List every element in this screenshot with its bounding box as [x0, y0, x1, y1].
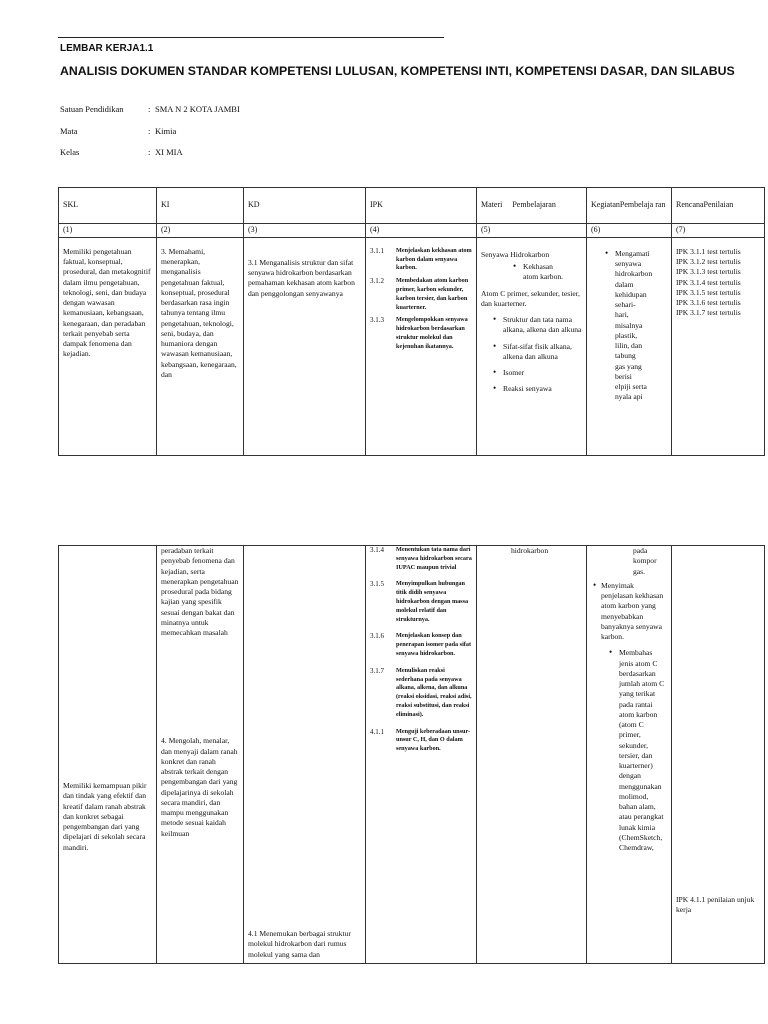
ipk-text: Mengelompokkan senyawa hidrokarbon berdasarkan struktur molekul dan kejenuhan ikatannya.	[396, 316, 468, 350]
penilaian-cell	[672, 237, 765, 455]
header-kd: KD	[244, 188, 366, 224]
ki-4: 4. Mengolah, menalar, dan menyaji dalam ranah konkret dan ranah abstrak terkait dengan pengembangan dari yang dipelajarinya di sekolah secara mandiri, dan mampu menggunakan metode sesuai kaidah keilmuan	[161, 736, 238, 838]
list-item: • Reaksi senyawa	[491, 384, 582, 394]
kegiatan-list	[603, 248, 653, 403]
header-skl: SKL	[59, 188, 157, 224]
col-number: (3)	[244, 224, 366, 238]
table-row	[59, 237, 765, 455]
ipk-text: Menentukan tata nama dari senyawa hidrokarbon secara IUPAC maupun trivial	[396, 546, 472, 571]
col-number: (5)	[477, 224, 587, 238]
ipk-item	[370, 277, 472, 312]
skl-cell: Memiliki pengetahuan faktual, konseptual, prosedural, dan metakognitif dalam ilmu pengetahuan, teknologi, seni, dan budaya dengan wawasan kemanusiaan, kebangsaan, kenegaraan, dan peradaban terkait penyebab serta dampak fenomena dan kejadian.	[59, 237, 157, 455]
analysis-table-page-2	[58, 545, 765, 964]
meta-label: Mata	[60, 126, 78, 136]
header-materi: Materi Pembelajaran	[477, 188, 587, 224]
meta-value: XI MIA	[155, 147, 183, 157]
list-item: • Sifat-sifat fisik alkana, alkena dan alkuna	[491, 342, 582, 363]
materi-atom: Atom C primer, sekunder, tesier, dan kuarterner.	[481, 288, 580, 308]
meta-separator: :	[148, 126, 151, 136]
list-item: • Mengamati senyawa hidrokarbon dalam kehidupan sehari-hari, misalnya plastik, lilin, dan tabung gas yang berisi elpiji serta nyala api	[603, 249, 647, 403]
penilaian-item: IPK 3.1.4 test tertulis	[676, 277, 741, 287]
list-item: • Membahas jenis atom C berdasarkan jumlah atom C yang terikat pada rantai atom karbon (atom C primer, sekunder, tersier, dan kuarterner) dengan menggunakan molimod, bahan alam, atau perangkat lunak kimia (ChemSketch, Chemdraw,	[607, 648, 665, 853]
penilaian-item: IPK 3.1.5 test tertulis	[676, 287, 741, 297]
ipk-text: Membedakan atom karbon primer, karbon sekunder, karbon tersier, dan karbon kuarterner.	[396, 277, 469, 311]
meta-label: Kelas	[60, 147, 80, 157]
ipk-code: 3.1.2	[370, 277, 384, 286]
header-rule	[58, 37, 444, 38]
ipk-code: 3.1.3	[370, 316, 384, 325]
col-number: (7)	[672, 224, 765, 238]
ipk-item	[370, 580, 472, 624]
list-item: • Kekhasan atom karbon.	[511, 262, 566, 283]
ki-cell	[157, 546, 244, 964]
header-row	[59, 188, 765, 224]
ipk-code: 3.1.4	[370, 546, 384, 554]
ipk-text: Menyimpulkan hubungan titik didih senyawa hidrokarbon dengan massa molekul relatif dan strukturnya.	[396, 580, 469, 623]
ipk-text: Menguji keberadaan unsur-unsur C, H, dan O dalam senyawa karbon.	[396, 727, 471, 753]
kd-cell: 4.1 Menemukan berbagai struktur molekul hidrokarbon dari rumus molekul yang sama dan	[244, 546, 366, 964]
kegiatan-list-c	[607, 648, 665, 853]
materi-sublist	[511, 262, 566, 283]
meta-separator: :	[148, 104, 151, 114]
penilaian-item: IPK 3.1.6 test tertulis	[676, 298, 741, 308]
ki-cell: 3. Memahami, menerapkan, menganalisis pengetahuan faktual, konseptual, prosedural berdasarkan rasa ingin tahunya tentang ilmu pengetahuan, teknologi, seni, budaya, dan humaniora dengan wawasan kemanusiaan, kebangsaan, kenegaraan, dan	[157, 237, 244, 455]
number-row	[59, 224, 765, 238]
ipk-item	[370, 546, 472, 572]
col-number: (2)	[157, 224, 244, 238]
col-number: (6)	[587, 224, 672, 238]
ipk-text: Menuliskan reaksi sederhana pada senyawa alkana, alkena, dan alkuna (reaksi oksidasi, reaksi adisi, reaksi substitusi, dan reaksi eliminasi).	[396, 666, 472, 718]
ipk-item	[370, 632, 472, 658]
ipk-text: Menjelaskan konsep dan penerapan isomer pada sifat senyawa hidrokarbon.	[396, 632, 471, 657]
ipk-item	[370, 667, 472, 720]
list-item: • Struktur dan tata nama alkana, alkena dan alkuna	[491, 315, 582, 336]
header-ipk: IPK	[366, 188, 477, 224]
document-title: ANALISIS DOKUMEN STANDAR KOMPETENSI LULUSAN, KOMPETENSI INTI, KOMPETENSI DASAR, DAN SILABUS	[60, 64, 735, 78]
ipk-code: 4.1.1	[370, 727, 384, 736]
penilaian-item: IPK 3.1.7 test tertulis	[676, 308, 741, 318]
header-ki: KI	[157, 188, 244, 224]
ipk-item	[370, 316, 472, 351]
ipk-code: 3.1.7	[370, 666, 384, 675]
kegiatan-continued: pada kompor gas.	[633, 546, 657, 576]
materi-cell	[477, 237, 587, 455]
ki-continued: peradaban terkait penyebab fenomena dan kejadian, serta menerapkan pengetahuan prosedural pada bidang kajian yang spesifik sesuai dengan bakat dan minatnya untuk memecahkan masalah	[161, 546, 239, 637]
kegiatan-cell	[587, 237, 672, 455]
header-kegiatan: KegiatanPembelaja ran	[587, 188, 672, 224]
kegiatan-b-text: • Menyimak penjelasan kekhasan atom karbon yang menyebabkan banyaknya senyawa karbon.	[601, 580, 664, 641]
ipk-code: 3.1.1	[370, 246, 384, 255]
materi-title: Senyawa Hidrokarbon	[481, 249, 550, 259]
meta-value: SMA N 2 KOTA JAMBI	[155, 104, 240, 114]
list-item	[591, 581, 667, 643]
table-row	[59, 546, 765, 964]
skl-cell: Memiliki kemampuan pikir dan tindak yang efektif dan kreatif dalam ranah abstrak dan konkret sebagai pengembangan dari yang dipelajari di sekolah secara mandiri.	[59, 546, 157, 964]
meta-label: Satuan Pendidikan	[60, 104, 124, 114]
materi-cell: hidrokarbon	[477, 546, 587, 964]
penilaian-item: IPK 3.1.2 test tertulis	[676, 257, 741, 267]
ipk-code: 3.1.6	[370, 632, 384, 641]
kd-cell: 3.1 Menganalisis struktur dan sifat senyawa hidrokarbon berdasarkan pemahaman kekhasan atom karbon dan penggolongan senyawanya	[244, 237, 366, 455]
ipk-cell	[366, 546, 477, 964]
analysis-table-page-1	[58, 187, 765, 456]
penilaian-cell: IPK 4.1.1 penilaian unjuk kerja	[672, 546, 765, 964]
penilaian-item: IPK 3.1.3 test tertulis	[676, 267, 741, 277]
meta-value: Kimia	[155, 126, 177, 136]
ipk-code: 3.1.5	[370, 580, 384, 589]
ipk-cell	[366, 237, 477, 455]
col-number: (4)	[366, 224, 477, 238]
col-number: (1)	[59, 224, 157, 238]
materi-list	[491, 315, 582, 395]
kegiatan-list-b	[591, 581, 667, 643]
meta-separator: :	[148, 147, 151, 157]
kegiatan-cell	[587, 546, 672, 964]
penilaian-item: IPK 3.1.1 test tertulis	[676, 246, 741, 256]
ipk-text: Menjelaskan kekhasan atom karbon dalam senyawa karbon.	[396, 246, 472, 272]
sheet-label: LEMBAR KERJA1.1	[60, 43, 154, 54]
list-item: • Isomer	[491, 368, 582, 378]
ipk-item	[370, 247, 472, 273]
header-penilaian: RencanaPenilaian	[672, 188, 765, 224]
ipk-item	[370, 728, 472, 754]
